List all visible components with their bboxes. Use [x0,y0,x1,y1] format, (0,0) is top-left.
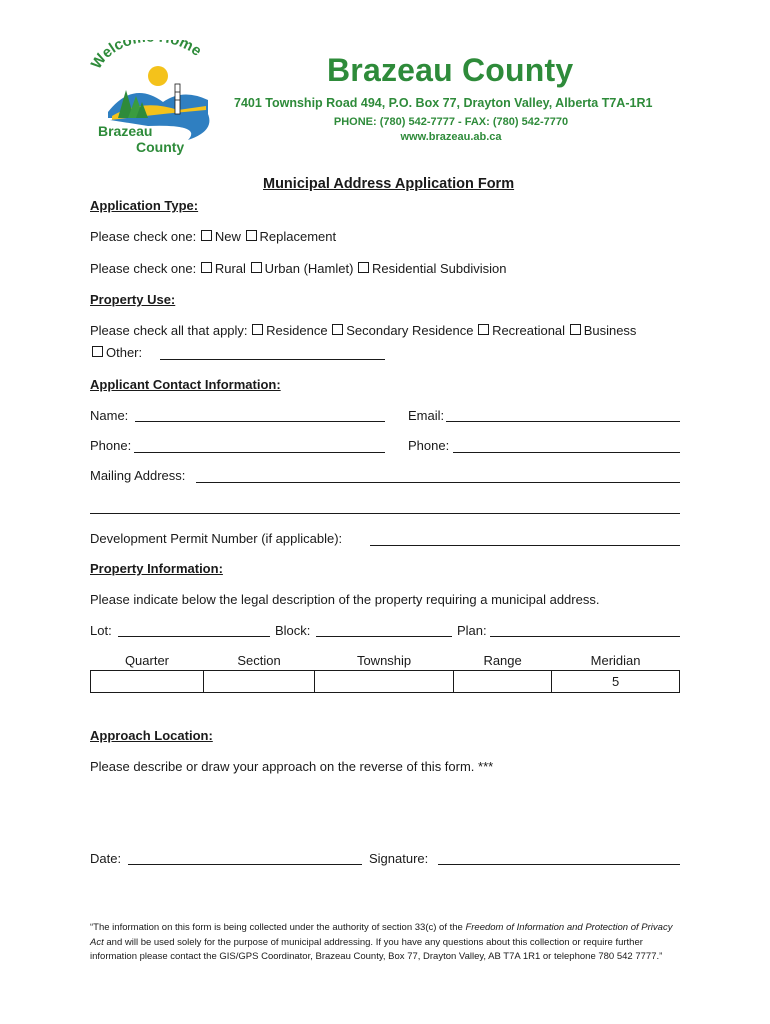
plan-label: Plan: [457,623,487,638]
section-header: Section [237,652,281,668]
org-contact [234,115,668,145]
legal-description-table [90,652,680,693]
new-label: New [214,229,241,244]
email-label: Email: [408,408,445,423]
recreational-label: Recreational [492,323,566,338]
email-field[interactable] [446,421,680,422]
lot-field[interactable] [118,636,270,637]
applicant-heading: Applicant Contact Information: [90,377,281,392]
name-label: Name: [90,408,129,423]
form-title: Municipal Address Application Form [263,176,515,192]
secondary-residence-checkbox[interactable] [332,324,343,335]
township-header: Township [356,652,412,668]
block-field[interactable] [316,636,452,637]
approach-heading: Approach Location: [90,728,213,743]
county-logo [88,40,218,158]
date-label: Date: [90,851,122,866]
lot-label: Lot: [90,623,112,638]
website-link[interactable]: www.brazeau.ab.ca [400,131,502,143]
other-label: Other: [106,345,143,360]
section-cell[interactable] [203,671,314,693]
logo-name-line2: County [136,139,185,155]
phone2-label: Phone: [408,438,450,453]
range-cell[interactable] [454,671,552,693]
privacy-notice [90,921,680,965]
other-checkbox[interactable] [92,346,103,357]
mailing-address-field[interactable] [196,482,680,483]
check-one-prompt: Please check one: [90,229,197,244]
signature-label: Signature: [369,851,429,866]
residential-subdivision-checkbox[interactable] [358,262,369,273]
phone-fax: PHONE: (780) 542-7777 - FAX: (780) 542-7770 [333,116,569,128]
signature-field[interactable] [438,864,680,865]
date-field[interactable] [128,864,362,865]
township-cell[interactable] [315,671,454,693]
mailing-address-field-2[interactable] [90,513,680,514]
property-use-heading: Property Use: [90,292,176,307]
business-label: Business [583,323,637,338]
logo-arc-text: Welco ome [88,40,205,73]
permit-number-label: Development Permit Number (if applicable): [90,531,343,546]
meridian-header: Meridian [590,652,641,668]
org-name: Brazeau County [327,52,574,88]
urban-label: Urban (Hamlet) [264,261,354,276]
application-type-heading: Application Type: [90,198,199,213]
business-checkbox[interactable] [570,324,581,335]
org-address: 7401 Township Road 494, P.O. Box 77, Drayton Valley, Alberta T7A-1R1 [234,96,653,110]
privacy-act-name: Freedom of Information and Protection of Privacy Act [90,922,673,948]
legal-table-row [91,671,680,693]
phone2-field[interactable] [453,452,680,453]
logo-name-line1: Brazeau [98,123,153,139]
legal-description-instructions: Please indicate below the legal description of the property requiring a municipal address. [90,592,600,607]
permit-number-field[interactable] [370,545,680,546]
residence-checkbox[interactable] [252,324,263,335]
replacement-label: Replacement [259,229,337,244]
residence-label: Residence [266,323,328,338]
quarter-header: Quarter [124,652,170,668]
residential-subdivision-label: Residential Subdivision [372,261,507,276]
privacy-notice-part2: and will be used solely for the purpose of municipal addressing. If you have any questions about this collection or require further information please contact the GIS/GPS Coordinator, Brazeau County, Box 77, Drayton Valley, AB T7A 1R1 or telephone 780 542 7777.” [90,936,663,962]
range-header: Range [483,652,522,668]
block-label: Block: [275,623,311,638]
other-field[interactable] [160,359,385,360]
mailing-address-label: Mailing Address: [90,468,186,483]
recreational-checkbox[interactable] [478,324,489,335]
name-field[interactable] [135,421,385,422]
replacement-checkbox[interactable] [246,230,257,241]
application-type-row1 [90,229,336,244]
approach-instructions: Please describe or draw your approach on the reverse of this form. *** [90,759,494,774]
rural-checkbox[interactable] [201,262,212,273]
urban-checkbox[interactable] [251,262,262,273]
other-row [90,345,142,360]
application-type-row2 [90,261,506,276]
property-info-heading: Property Information: [90,561,223,576]
new-checkbox[interactable] [201,230,212,241]
property-use-row [90,323,636,338]
check-one-prompt-2: Please check one: [90,261,197,276]
rural-label: Rural [214,261,246,276]
plan-field[interactable] [490,636,680,637]
meridian-cell: 5 [552,671,680,693]
phone-label: Phone: [90,438,132,453]
privacy-notice-part1: “The information on this form is being collected under the authority of section 33(c) of the [90,922,466,933]
quarter-cell[interactable] [91,671,204,693]
check-all-prompt: Please check all that apply: [90,323,248,338]
legal-table-header [91,652,680,671]
secondary-residence-label: Secondary Residence [346,323,474,338]
phone-field[interactable] [134,452,385,453]
